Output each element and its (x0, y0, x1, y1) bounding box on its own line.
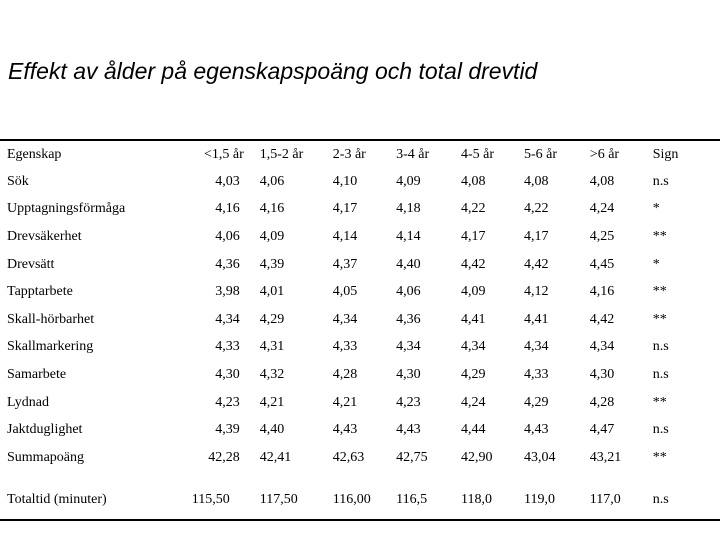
sign-cell: ** (652, 449, 667, 465)
value-cell: 4,18 (396, 201, 421, 217)
value-cell: 4,47 (589, 422, 615, 438)
value-cell: 42,41 (259, 449, 292, 465)
table-row (0, 416, 720, 444)
table-row (0, 251, 720, 279)
sign-cell: ** (652, 284, 667, 300)
header-sign: Sign (652, 146, 679, 162)
value-cell: 4,22 (460, 201, 486, 217)
value-cell: 4,43 (332, 422, 358, 438)
table-row (0, 389, 720, 417)
value-cell: 4,06 (215, 228, 240, 244)
value-cell: 4,09 (396, 173, 421, 189)
value-cell: 4,40 (259, 422, 285, 438)
data-table (0, 141, 720, 510)
value-cell: 4,16 (589, 284, 615, 300)
header-egenskap: Egenskap (7, 146, 62, 162)
sign-cell: ** (652, 394, 667, 410)
value-cell: 4,17 (460, 228, 486, 244)
value-cell: 4,33 (523, 366, 549, 382)
value-cell: 4,45 (589, 256, 615, 272)
value-cell: 4,08 (523, 173, 549, 189)
table-header-row (0, 141, 720, 168)
value-cell: 4,42 (589, 311, 615, 327)
sign-cell: n.s (652, 422, 669, 438)
row-label: Summapoäng (7, 449, 84, 465)
value-cell: 4,39 (259, 256, 285, 272)
table-row (0, 306, 720, 334)
value-cell: 4,33 (215, 339, 240, 355)
value-cell: 4,14 (332, 228, 358, 244)
total-value-cell: 118,0 (460, 491, 492, 507)
value-cell: 4,17 (332, 201, 358, 217)
value-cell: 4,32 (259, 366, 285, 382)
total-sign-cell: n.s (652, 491, 669, 507)
total-value-cell: 117,50 (259, 491, 298, 507)
value-cell: 4,34 (523, 339, 549, 355)
value-cell: 4,12 (523, 284, 549, 300)
value-cell: 43,04 (523, 449, 556, 465)
row-label: Drevsäkerhet (7, 228, 82, 244)
value-cell: 4,43 (523, 422, 549, 438)
value-cell: 4,05 (332, 284, 358, 300)
header-over-6: >6 år (589, 146, 620, 162)
sign-cell: * (652, 256, 660, 272)
value-cell: 4,34 (215, 311, 240, 327)
value-cell: 4,10 (332, 173, 358, 189)
value-cell: 4,23 (396, 394, 421, 410)
table-row (0, 223, 720, 251)
table-row (0, 278, 720, 306)
value-cell: 3,98 (215, 284, 240, 300)
row-label: Jaktduglighet (7, 422, 83, 438)
total-label: Totaltid (minuter) (7, 491, 107, 507)
sign-cell: * (652, 201, 660, 217)
total-value-cell: 119,0 (523, 491, 555, 507)
value-cell: 4,28 (589, 394, 615, 410)
value-cell: 4,42 (523, 256, 549, 272)
value-cell: 4,06 (259, 173, 285, 189)
value-cell: 4,36 (396, 311, 421, 327)
row-label: Lydnad (7, 394, 49, 410)
page-title: Effekt av ålder på egenskapspoäng och total drevtid (8, 58, 538, 84)
sign-cell: ** (652, 228, 667, 244)
value-cell: 4,42 (460, 256, 486, 272)
sign-cell: n.s (652, 173, 669, 189)
table-row (0, 444, 720, 472)
value-cell: 4,36 (215, 256, 240, 272)
value-cell: 4,34 (332, 311, 358, 327)
table-bottom-rule (0, 519, 720, 521)
value-cell: 4,09 (460, 284, 486, 300)
value-cell: 43,21 (589, 449, 622, 465)
row-label: Skall-hörbarhet (7, 311, 95, 327)
value-cell: 4,30 (589, 366, 615, 382)
total-value-cell: 116,00 (332, 491, 371, 507)
header-2-3: 2-3 år (332, 146, 366, 162)
value-cell: 42,28 (208, 449, 240, 465)
value-cell: 4,25 (589, 228, 615, 244)
value-cell: 4,41 (460, 311, 486, 327)
total-value-cell: 115,50 (191, 491, 230, 507)
total-value-cell: 116,5 (396, 491, 428, 507)
header-4-5: 4-5 år (460, 146, 495, 162)
header-3-4: 3-4 år (396, 146, 430, 162)
header-5-6: 5-6 år (523, 146, 558, 162)
row-label: Samarbete (7, 366, 67, 382)
value-cell: 4,06 (396, 284, 421, 300)
value-cell: 4,21 (332, 394, 358, 410)
value-cell: 4,31 (259, 339, 285, 355)
value-cell: 4,09 (259, 228, 285, 244)
sign-cell: ** (652, 311, 667, 327)
value-cell: 4,33 (332, 339, 358, 355)
value-cell: 4,40 (396, 256, 421, 272)
value-cell: 4,34 (396, 339, 421, 355)
value-cell: 4,08 (460, 173, 486, 189)
value-cell: 4,44 (460, 422, 486, 438)
header-under-1-5: <1,5 år (203, 146, 244, 162)
value-cell: 4,01 (259, 284, 285, 300)
value-cell: 4,24 (460, 394, 486, 410)
value-cell: 4,29 (460, 366, 486, 382)
value-cell: 4,22 (523, 201, 549, 217)
value-cell: 4,29 (523, 394, 549, 410)
value-cell: 4,34 (589, 339, 615, 355)
value-cell: 42,63 (332, 449, 365, 465)
table-row (0, 334, 720, 362)
value-cell: 4,34 (460, 339, 486, 355)
row-label: Upptagningsförmåga (7, 201, 126, 217)
table-row (0, 196, 720, 224)
value-cell: 4,16 (215, 201, 240, 217)
sign-cell: n.s (652, 339, 669, 355)
value-cell: 4,24 (589, 201, 615, 217)
header-1-5-2: 1,5-2 år (259, 146, 304, 162)
value-cell: 4,29 (259, 311, 285, 327)
value-cell: 4,37 (332, 256, 358, 272)
value-cell: 4,14 (396, 228, 421, 244)
row-label: Drevsätt (7, 256, 55, 272)
table-row (0, 168, 720, 196)
value-cell: 4,30 (215, 366, 240, 382)
value-cell: 4,28 (332, 366, 358, 382)
row-label: Sök (7, 173, 29, 189)
sign-cell: n.s (652, 366, 669, 382)
value-cell: 42,90 (460, 449, 493, 465)
value-cell: 4,30 (396, 366, 421, 382)
total-value-cell: 117,0 (589, 491, 621, 507)
value-cell: 4,39 (215, 422, 240, 438)
total-row (0, 472, 720, 510)
value-cell: 4,03 (215, 173, 240, 189)
value-cell: 4,21 (259, 394, 285, 410)
row-label: Tapptarbete (7, 284, 73, 300)
value-cell: 4,16 (259, 201, 285, 217)
table-row (0, 361, 720, 389)
row-label: Skallmarkering (7, 339, 94, 355)
value-cell: 4,23 (215, 394, 240, 410)
value-cell: 4,41 (523, 311, 549, 327)
value-cell: 42,75 (396, 449, 428, 465)
value-cell: 4,17 (523, 228, 549, 244)
value-cell: 4,08 (589, 173, 615, 189)
value-cell: 4,43 (396, 422, 421, 438)
